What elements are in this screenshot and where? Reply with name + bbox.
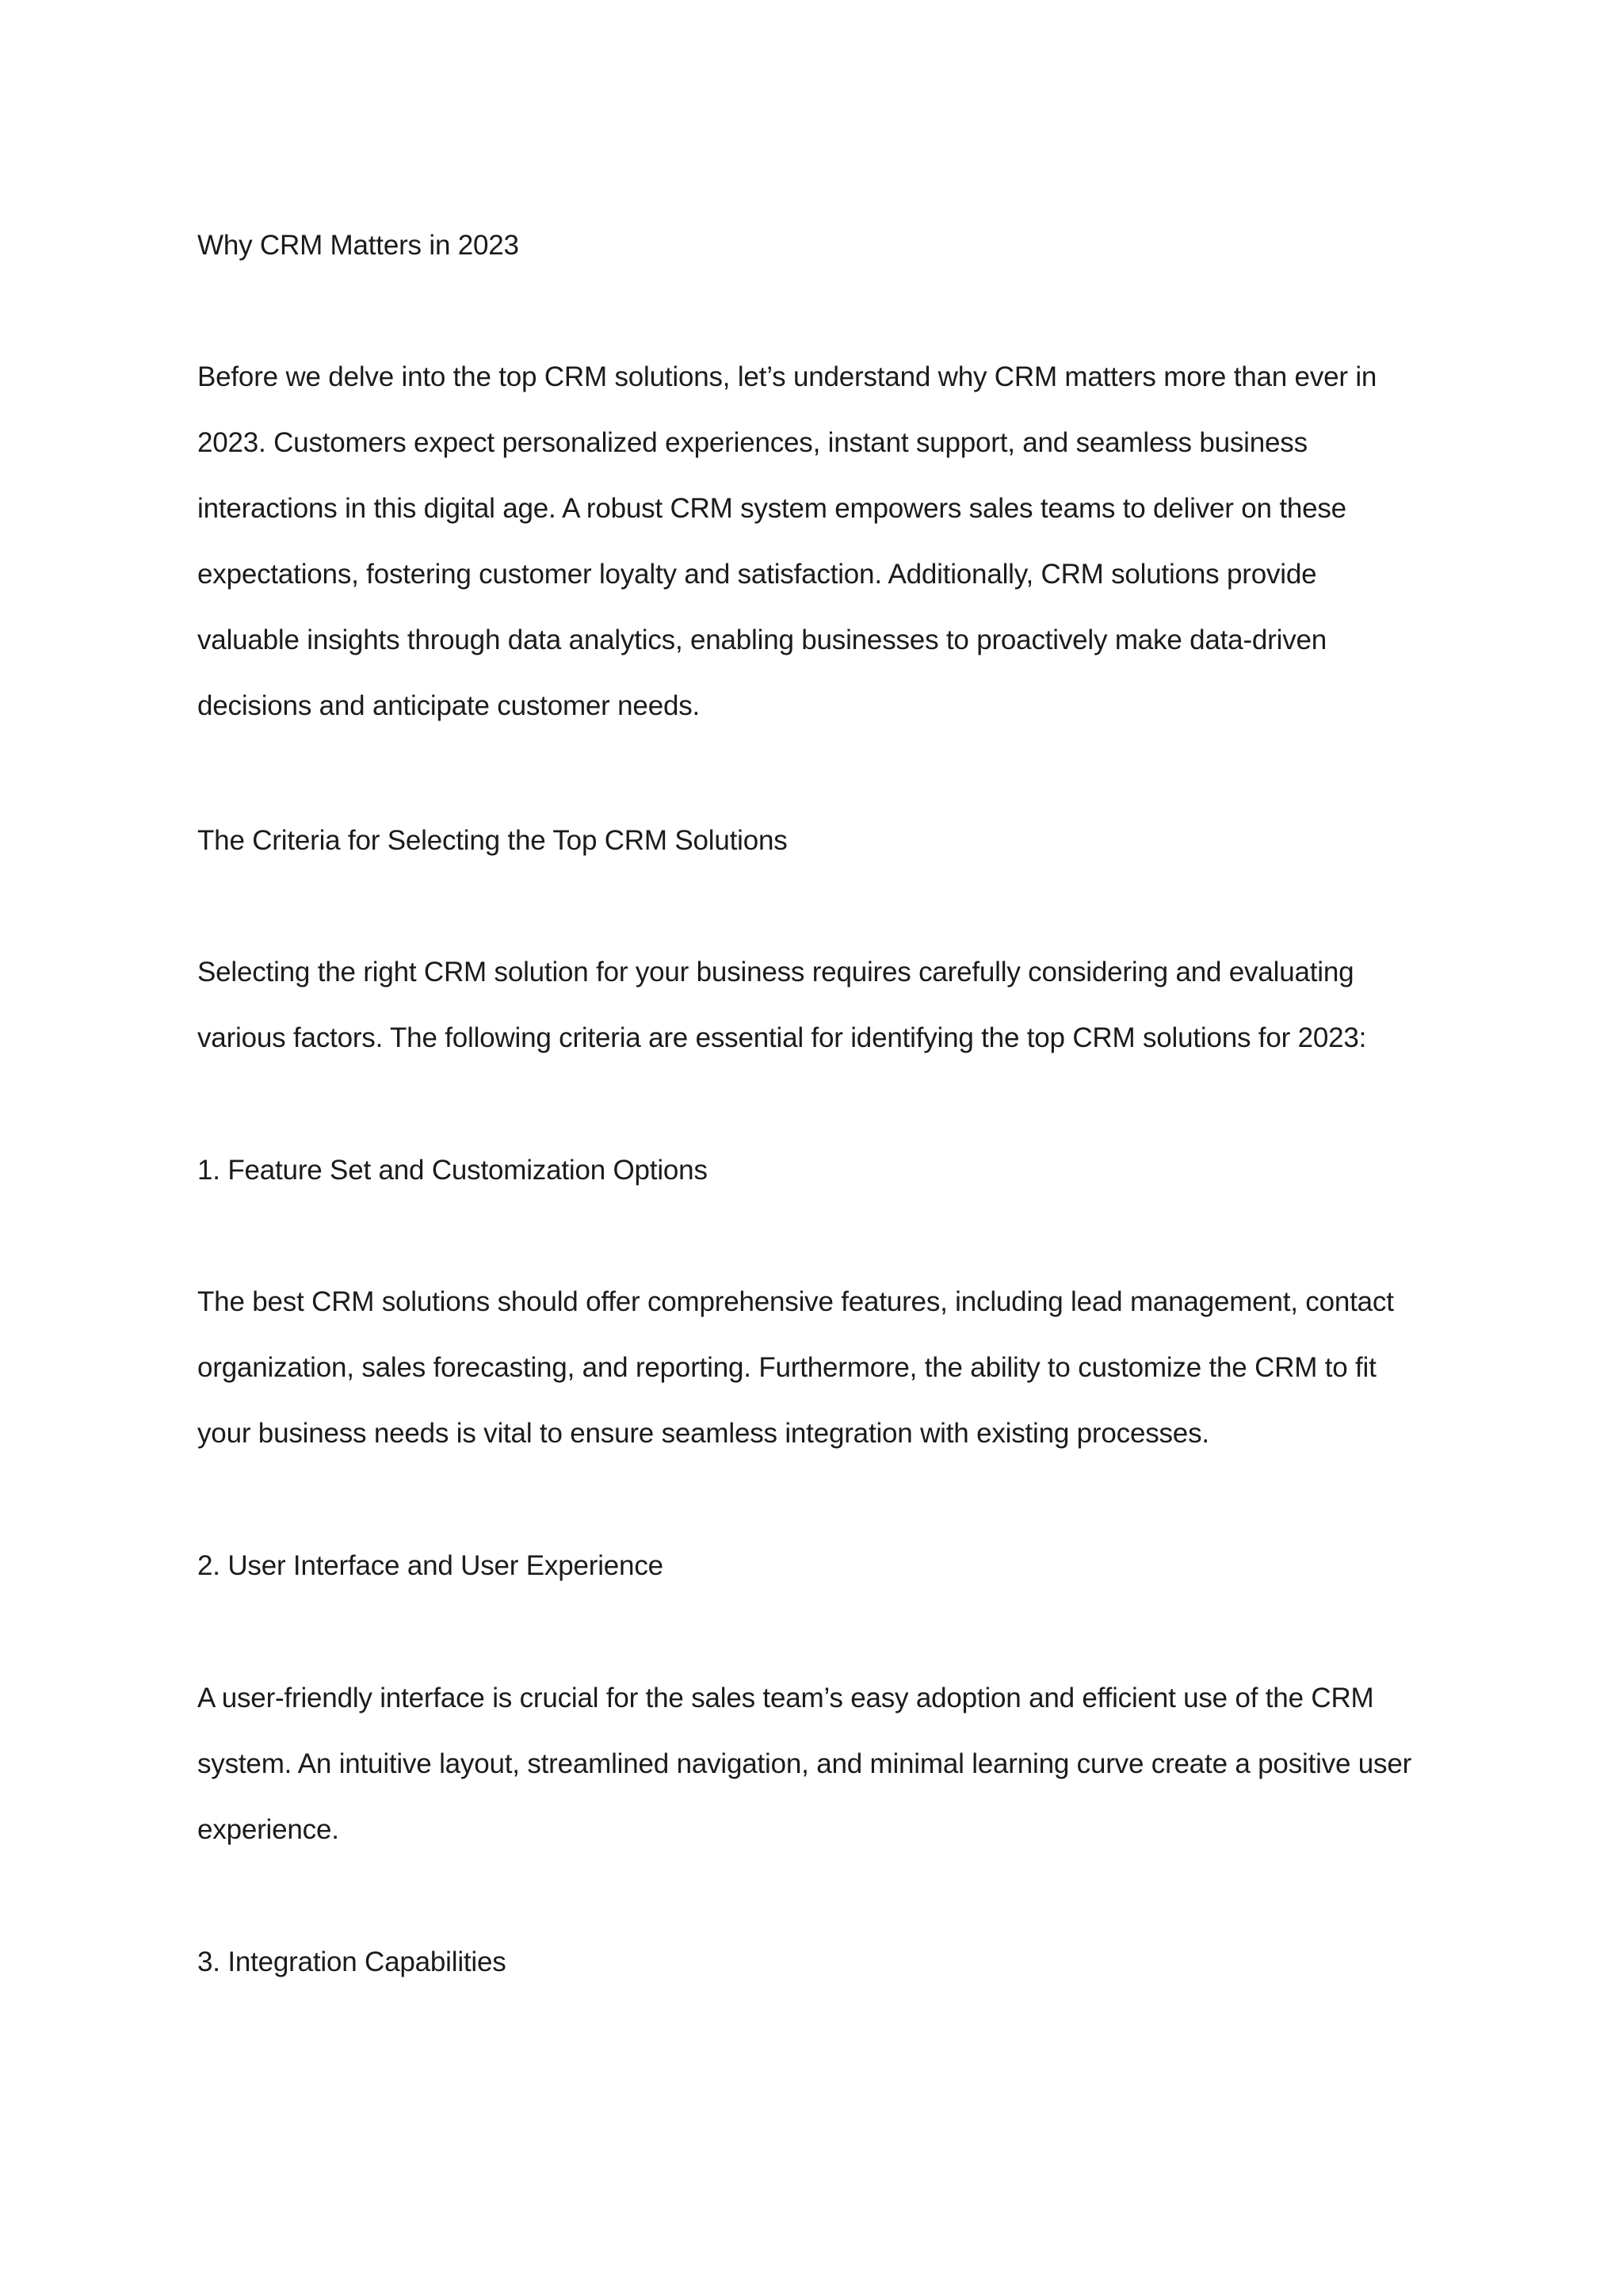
paragraph-line: experience.: [197, 1814, 339, 1845]
paragraph-line: system. An intuitive layout, streamlined navigation, and minimal learning curve create a positive user: [197, 1748, 1412, 1779]
section-heading-criteria: [197, 808, 1434, 873]
paragraph-line: Selecting the right CRM solution for your business requires carefully considering and evaluating: [197, 957, 1354, 988]
heading-text: Why CRM Matters in 2023: [197, 230, 519, 261]
paragraph-line: Before we delve into the top CRM solutions, let’s understand why CRM matters more than ever in: [197, 361, 1377, 392]
heading-text: The Criteria for Selecting the Top CRM Solutions: [197, 825, 788, 856]
paragraph-line: organization, sales forecasting, and reporting. Furthermore, the ability to customize the CRM to fit: [197, 1352, 1377, 1383]
paragraph-line: A user-friendly interface is crucial for the sales team’s easy adoption and efficient use of the CRM: [197, 1683, 1374, 1713]
paragraph-line: valuable insights through data analytics, enabling businesses to proactively make data-driven: [197, 625, 1327, 655]
section-heading-user-interface: [197, 1533, 1434, 1599]
section-heading-integration: [197, 1929, 1434, 1995]
paragraph-line: expectations, fostering customer loyalty and satisfaction. Additionally, CRM solutions provide: [197, 559, 1317, 590]
paragraph-line: The best CRM solutions should offer comprehensive features, including lead management, contact: [197, 1286, 1394, 1317]
paragraph-feature-set: [197, 1269, 1434, 1466]
heading-text: 1. Feature Set and Customization Options: [197, 1155, 708, 1186]
section-heading-why-crm-matters: [197, 212, 1434, 278]
paragraph-line: your business needs is vital to ensure seamless integration with existing processes.: [197, 1418, 1209, 1449]
section-heading-feature-set: [197, 1137, 1434, 1203]
heading-text: 3. Integration Capabilities: [197, 1946, 506, 1977]
heading-text: 2. User Interface and User Experience: [197, 1550, 663, 1581]
paragraph-why-crm-matters: [197, 344, 1434, 739]
paragraph-line: various factors. The following criteria are essential for identifying the top CRM solutions for 2023:: [197, 1022, 1367, 1053]
paragraph-line: interactions in this digital age. A robust CRM system empowers sales teams to deliver on these: [197, 493, 1346, 524]
paragraph-criteria: [197, 939, 1434, 1071]
paragraph-line: 2023. Customers expect personalized experiences, instant support, and seamless business: [197, 427, 1308, 458]
paragraph-user-interface: [197, 1665, 1434, 1862]
paragraph-line: decisions and anticipate customer needs.: [197, 690, 701, 721]
